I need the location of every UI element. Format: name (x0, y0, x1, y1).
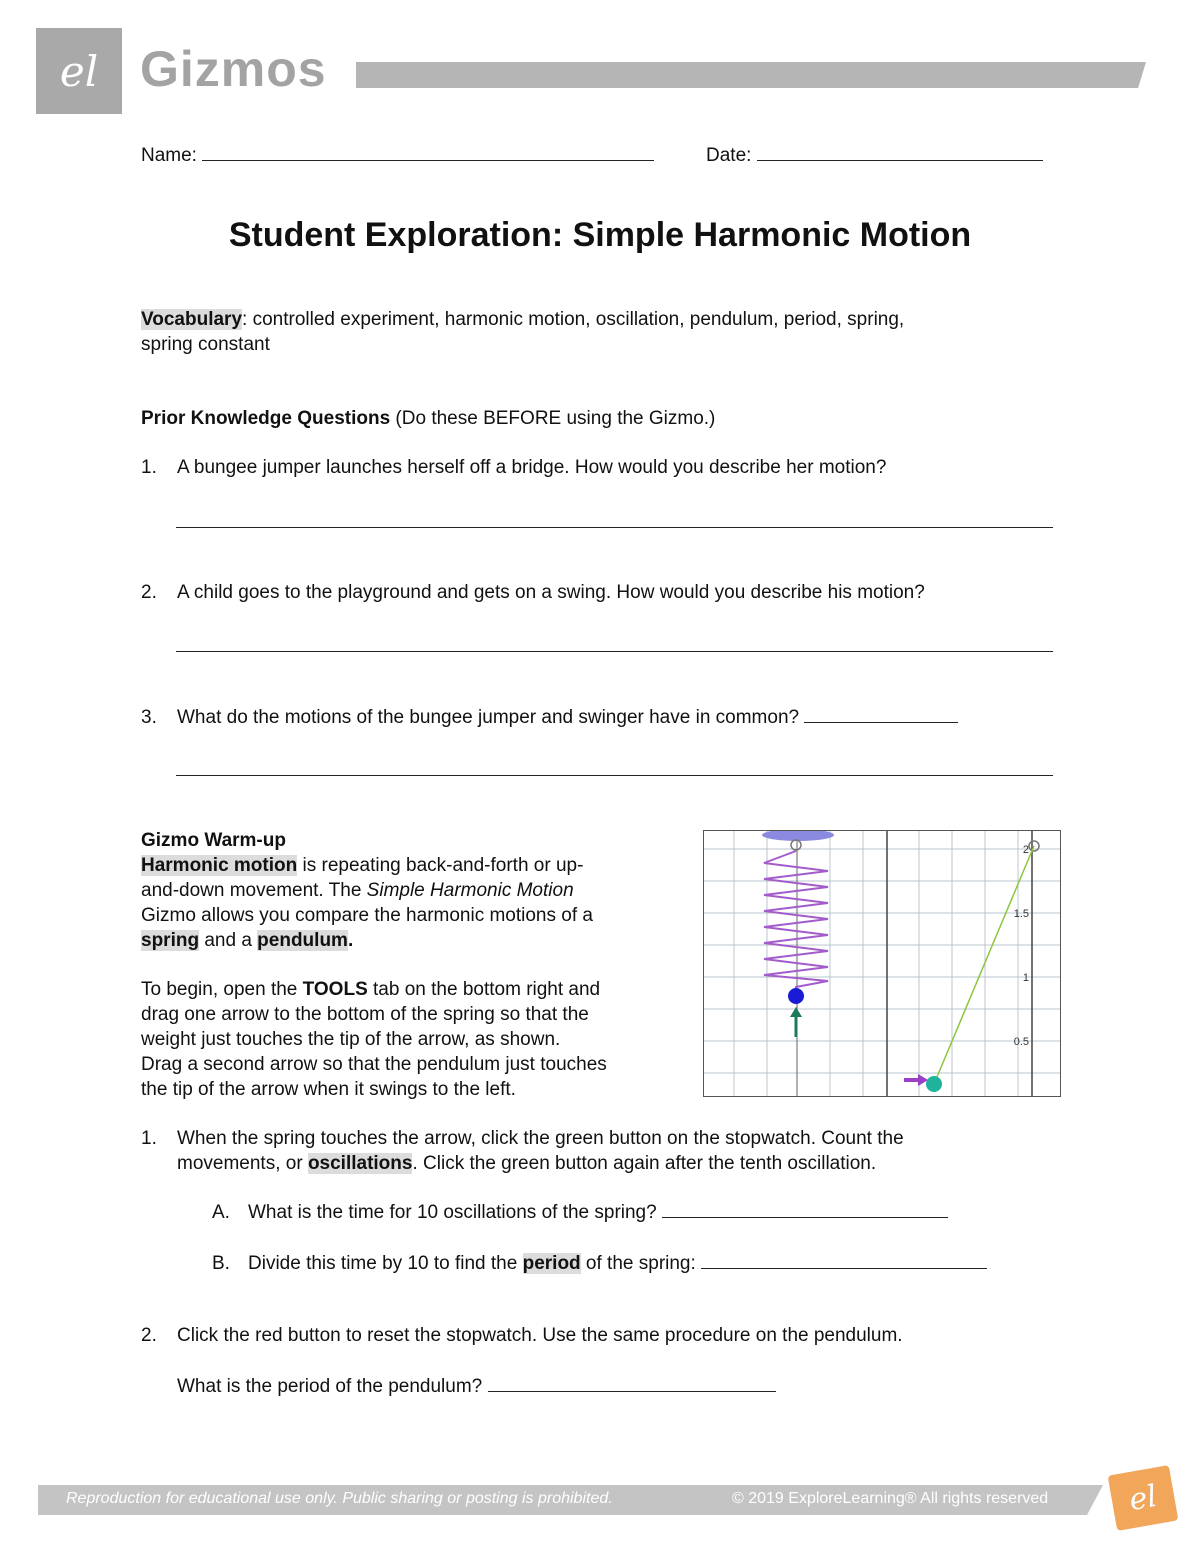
footer-copyright-notice: Reproduction for educational use only. Public sharing or posting is prohibited. (66, 1490, 613, 1507)
pendulum-bob (926, 1076, 942, 1092)
question-text: A child goes to the playground and gets on a swing. How would you describe his motion? (177, 582, 925, 603)
text: and a (199, 930, 258, 951)
question-text: Click the red button to reset the stopwatch. Use the same procedure on the pendulum. (177, 1325, 903, 1346)
date-field[interactable] (757, 142, 1043, 161)
answer-blank-2[interactable] (488, 1373, 776, 1392)
warmup-heading: Gizmo Warm-up (141, 830, 286, 851)
subquestion-label: A. (212, 1202, 230, 1223)
name-field[interactable] (202, 142, 654, 161)
answer-blank-1a[interactable] (662, 1199, 948, 1218)
subquestion-text: Divide this time by 10 to find the (248, 1253, 523, 1274)
term-spring: spring (141, 930, 200, 951)
text: drag one arrow to the bottom of the spring so that the (141, 1004, 589, 1025)
grid (704, 831, 1060, 1096)
warmup-paragraph-2 (141, 977, 681, 1102)
prior-knowledge-heading (141, 406, 715, 431)
question-text: movements, or (177, 1153, 308, 1174)
question-number: 2. (141, 1325, 157, 1346)
term-pendulum: pendulum (257, 930, 348, 951)
question-text: What do the motions of the bungee jumper and swinger have in common? (177, 707, 800, 728)
term-oscillations: oscillations (307, 1153, 413, 1174)
question-number: 2. (141, 582, 157, 603)
gizmo-screenshot (703, 830, 1061, 1097)
subquestion-text: What is the time for 10 oscillations of the spring? (248, 1202, 657, 1223)
warmup-question-1a (212, 1199, 948, 1225)
pendulum-string (934, 846, 1034, 1084)
footer-rights: © 2019 ExploreLearning® All rights reserved (732, 1490, 1049, 1507)
warmup-question-1 (141, 1126, 1061, 1176)
subquestion-label: B. (212, 1253, 230, 1274)
warmup-paragraph-1 (141, 828, 681, 953)
prior-question-3 (141, 704, 958, 730)
footer-logo-icon: el (1108, 1465, 1179, 1531)
vocabulary (141, 307, 1061, 357)
text: . (347, 930, 354, 951)
text: Drag a second arrow so that the pendulum just touches (141, 1054, 607, 1075)
spring-weight (788, 988, 804, 1004)
prior-question-2 (141, 580, 925, 605)
tick-label: 1 (1022, 972, 1029, 984)
text: Gizmo allows you compare the harmonic motions of a (141, 905, 593, 926)
term-period: period (522, 1253, 581, 1274)
question-text: . Click the green button again after the tenth oscillation. (412, 1153, 877, 1174)
term-harmonic-motion: Harmonic motion (141, 855, 298, 876)
prior-heading: Prior Knowledge Questions (141, 408, 391, 429)
answer-line-2[interactable] (176, 651, 1053, 652)
date-label: Date: (706, 145, 752, 166)
page-title: Student Exploration: Simple Harmonic Motion (228, 216, 972, 254)
text: weight just touches the tip of the arrow, as shown. (141, 1029, 561, 1050)
vocabulary-label: Vocabulary (141, 309, 243, 330)
question-number: 3. (141, 707, 157, 728)
question-text: When the spring touches the arrow, click the green button on the stopwatch. Count the (177, 1128, 904, 1149)
explorelearning-logo-icon: el (59, 46, 99, 96)
answer-blank-3[interactable] (804, 704, 958, 723)
prior-note: (Do these BEFORE using the Gizmo.) (390, 408, 716, 429)
text: To begin, open the (141, 979, 303, 1000)
tick-label: 0.5 (1013, 1036, 1029, 1048)
question-number: 1. (141, 1128, 157, 1149)
question-text: What is the period of the pendulum? (177, 1376, 483, 1397)
question-text: A bungee jumper launches herself off a bridge. How would you describe her motion? (177, 457, 887, 478)
answer-blank-1b[interactable] (701, 1250, 987, 1269)
gizmo-name: Simple Harmonic Motion (366, 880, 574, 901)
name-label: Name: (141, 145, 197, 166)
subquestion-text: of the spring: (580, 1253, 696, 1274)
warmup-question-2 (141, 1323, 1061, 1348)
date-row (706, 142, 1043, 168)
warmup-question-1b (212, 1250, 987, 1276)
spring-coil (764, 851, 828, 993)
arrow-up-icon (790, 1007, 802, 1037)
vocabulary-text: : controlled experiment, harmonic motion, oscillation, pendulum, period, spring, (242, 309, 905, 330)
prior-question-1 (141, 455, 886, 480)
text: the tip of the arrow when it swings to the left. (141, 1079, 516, 1100)
spring-ceiling (762, 831, 834, 841)
question-number: 1. (141, 457, 157, 478)
name-row (141, 142, 654, 168)
text: tab on the bottom right and (367, 979, 601, 1000)
tools-tab-ref: TOOLS (302, 979, 368, 1000)
text: and-down movement. The (141, 880, 367, 901)
brand-name: Gizmos (140, 41, 327, 97)
gizmo-figure (704, 831, 1060, 1096)
arrow-right-icon (904, 1074, 928, 1086)
header-bar (356, 62, 1146, 88)
tick-label: 2 (1022, 844, 1029, 856)
vocabulary-text-2: spring constant (141, 334, 270, 355)
answer-line-1[interactable] (176, 527, 1053, 528)
answer-line-3[interactable] (176, 775, 1053, 776)
text: is repeating back-and-forth or up- (297, 855, 584, 876)
tick-label: 1.5 (1013, 908, 1029, 920)
warmup-question-2-followup (177, 1373, 776, 1399)
